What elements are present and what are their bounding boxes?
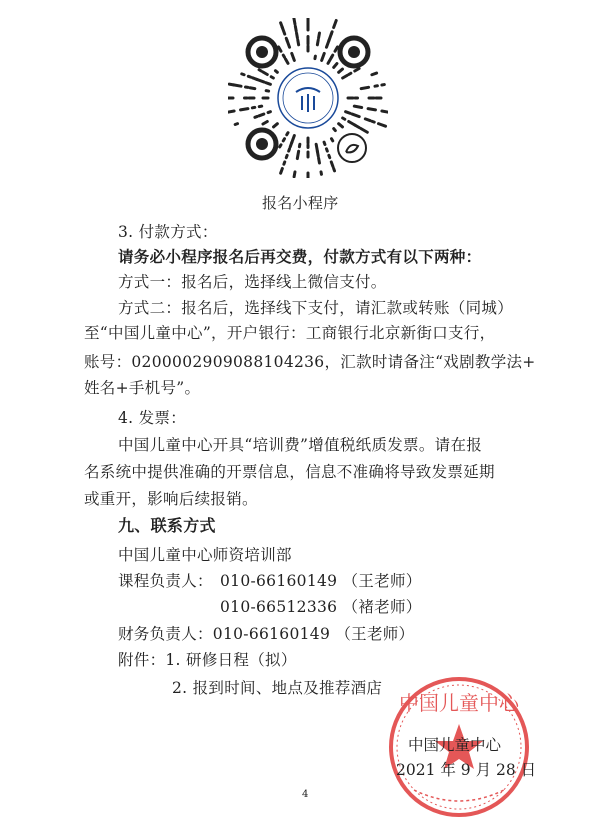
signer-name: 中国儿童中心	[408, 736, 502, 754]
code-dot	[292, 53, 295, 60]
code-dot	[322, 53, 325, 60]
code-dot	[334, 20, 337, 27]
code-dot	[319, 158, 320, 163]
code-dot	[229, 84, 234, 85]
code-dot	[334, 64, 337, 68]
code-dot	[329, 155, 330, 157]
attachment-1: 附件：1. 研修日程（拟）	[118, 651, 297, 669]
code-dot	[372, 121, 374, 122]
code-dot	[319, 33, 320, 38]
code-dot	[361, 87, 368, 88]
code-dot	[295, 26, 296, 31]
contact-heading: 九、联系方式	[118, 516, 216, 535]
invoice-line1: 中国儿童中心开具“培训费”增值税纸质发票。请在报	[118, 436, 483, 454]
code-dot	[349, 73, 351, 74]
code-dot	[339, 124, 343, 127]
code-dot	[271, 77, 273, 78]
code-dot	[279, 47, 282, 51]
code-dot	[297, 33, 298, 38]
code-dot	[286, 155, 287, 157]
code-dot	[250, 88, 255, 89]
code-dot	[294, 18, 295, 24]
code-dot	[281, 23, 283, 28]
code-dot	[368, 109, 375, 110]
invoice-heading: 4. 发票：	[118, 409, 187, 427]
code-dot	[326, 149, 327, 151]
code-dot	[332, 55, 333, 57]
code-dot	[241, 109, 248, 110]
code-dot	[286, 38, 287, 40]
invoice-line3: 或重开，影响后续报销。	[84, 490, 258, 508]
code-dot	[263, 72, 267, 75]
code-dot	[284, 162, 285, 164]
code-dot	[317, 40, 318, 45]
code-dot	[248, 76, 250, 77]
page-number: 4	[302, 789, 309, 800]
code-dot	[266, 83, 271, 85]
code-dot	[268, 112, 270, 113]
code-dot	[281, 168, 283, 173]
code-dot	[290, 142, 292, 147]
attachment-2: 2. 报到时间、地点及推荐酒店	[172, 679, 383, 697]
code-dot	[317, 151, 318, 156]
invoice-line2: 名系统中提供准确的开票信息，信息不准确将导致发票延期	[84, 463, 495, 481]
code-dot	[242, 74, 244, 75]
code-dot	[253, 78, 258, 80]
payment-method-two-line1: 方式二：报名后，选择线下支付，请汇款或转账（同城）	[118, 299, 514, 317]
signing-date: 2021 年 9 月 28 日	[396, 761, 537, 779]
code-dot	[361, 129, 367, 133]
code-dot	[259, 114, 264, 116]
code-dot	[355, 69, 359, 72]
payment-method-two-line2: 至“中国儿童中心”，开户银行：工商银行北京新街口支行，	[84, 324, 496, 342]
code-dot	[365, 119, 370, 121]
code-dot	[372, 73, 377, 75]
code-dot	[287, 133, 288, 135]
qr-caption: 报名小程序	[262, 194, 339, 212]
finance-contact: 财务负责人：010-66160149 （王老师）	[118, 625, 415, 643]
code-dot	[343, 118, 345, 119]
code-dot	[294, 172, 295, 177]
code-dot	[339, 69, 343, 72]
code-dot	[352, 114, 359, 117]
code-dot	[263, 122, 267, 125]
payment-method-one: 方式一：报名后，选择线上微信支付。	[118, 273, 387, 291]
payment-note: 请务必小程序报名后再交费，付款方式有以下两种：	[118, 247, 482, 266]
course-contact-1: 010-66160149 （王老师）	[220, 572, 422, 590]
code-dot	[298, 40, 299, 45]
course-contact-label: 课程负责人：	[118, 572, 213, 590]
code-dot	[283, 139, 284, 141]
code-dot	[259, 70, 261, 71]
payment-method-two-line4: 姓名+手机号”。	[84, 379, 201, 397]
payment-heading: 3. 付款方式：	[118, 223, 218, 241]
code-dot	[255, 116, 257, 117]
code-dot	[228, 111, 234, 112]
code-dot	[324, 142, 325, 144]
mini-program-code	[228, 18, 388, 178]
code-dot	[280, 145, 281, 147]
code-dot	[354, 106, 361, 107]
course-contact-2: 010-66512336 （褚老师）	[220, 598, 422, 616]
code-dot	[283, 55, 284, 57]
code-dot	[289, 149, 290, 151]
seal-text: 中国儿童中心	[399, 691, 519, 715]
code-dot	[334, 129, 336, 131]
code-dot	[235, 124, 237, 125]
code-dot	[382, 111, 388, 112]
code-dot	[331, 32, 332, 34]
department-name: 中国儿童中心师资培训部	[118, 546, 292, 564]
code-dot	[297, 151, 298, 158]
code-dot	[331, 162, 333, 167]
code-dot	[378, 124, 385, 127]
code-dot	[335, 47, 338, 51]
code-dot	[343, 76, 347, 79]
code-dot	[274, 124, 278, 127]
payment-method-two-line3: 账号：0200002909088104236，汇款时请备注“戏剧教学法+	[84, 353, 536, 371]
code-dot	[334, 168, 335, 170]
code-dot	[275, 71, 277, 73]
code-dot	[355, 125, 359, 128]
code-dot	[286, 59, 289, 63]
code-dot	[332, 139, 333, 141]
code-dot	[346, 112, 351, 114]
